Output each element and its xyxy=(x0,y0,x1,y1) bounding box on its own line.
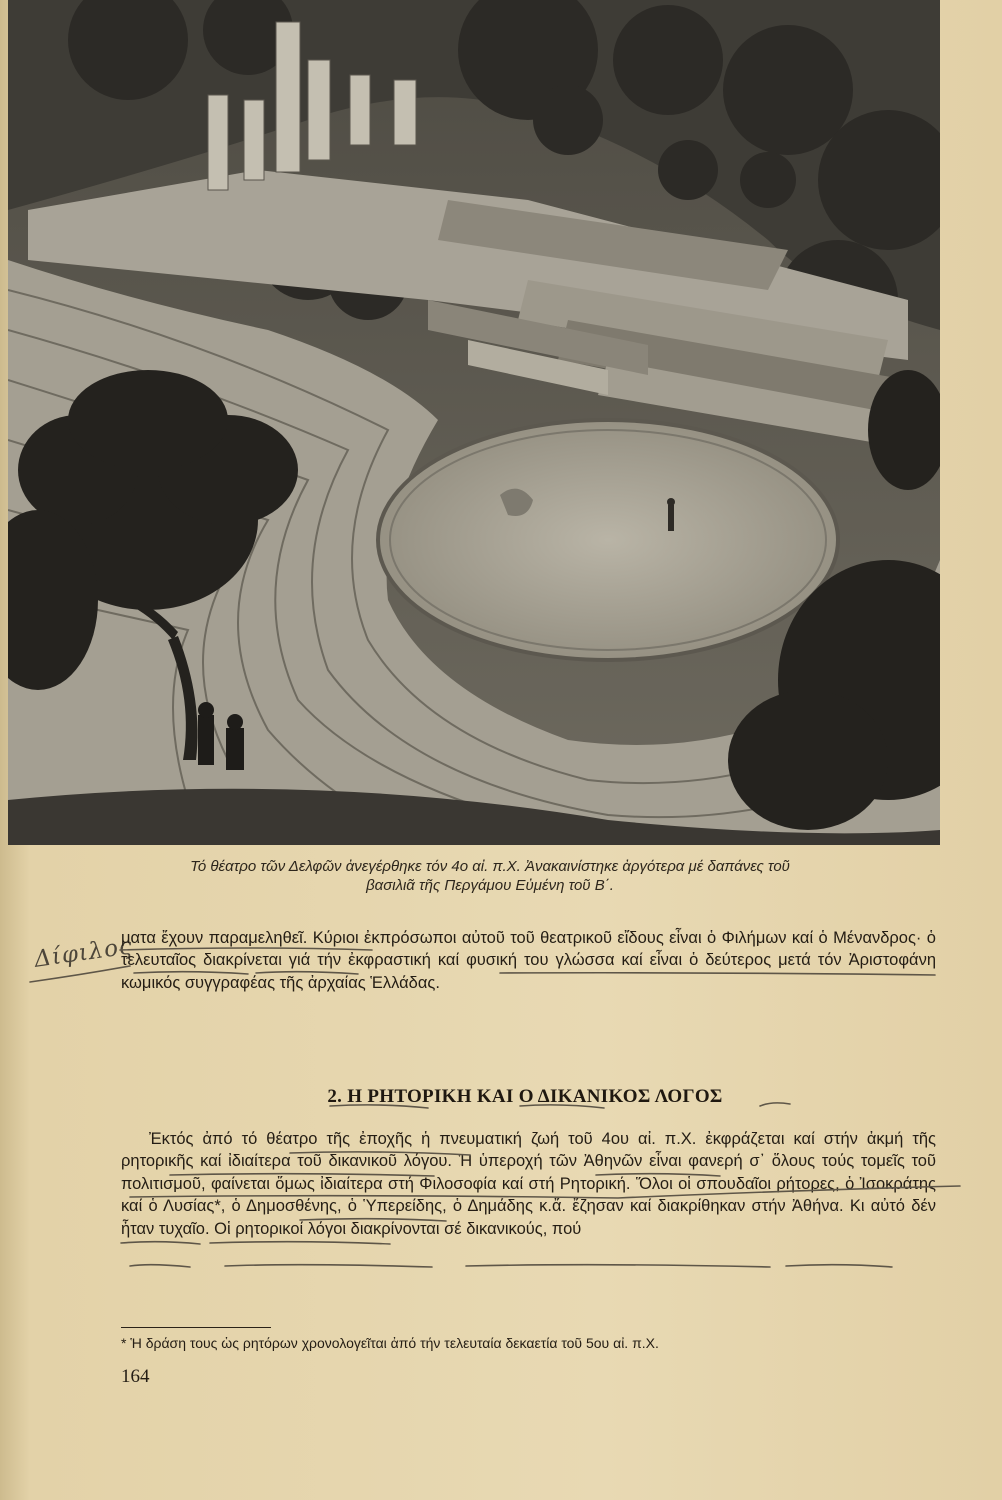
paragraph-2-text: Ἐκτός ἀπό τό θέατρο τῆς ἐποχῆς ἡ πνευματική ζωή τοῦ 4ου αἰ. π.Χ. ἐκφράζεται καί στήν ἀκμή τῆς ρητορικῆς καί ἰδιαίτερα τοῦ δικανικοῦ λόγου. Ἡ ὑπεροχή τῶν Ἀθηνῶν εἶναι φανερή σ᾽ ὅλους τούς τομεῖς τοῦ πολιτισμοῦ, φαίνεται ὅμως ἰδιαίτερα στή Φιλοσοφία καί στή Ρητορική. Ὅλοι οἱ σπουδαῖοι ρήτορες, ὁ Ἰσοκράτης καί ὁ Λυσίας*, ὁ Δημοσθένης, ὁ Ὑπερείδης, ὁ Δημάδης κ.ἄ. ἔζησαν καί διακρίθηκαν στήν Ἀθήνα. Κι αὐτό δέν ἦταν τυχαῖο. Οἱ ρητορικοί λόγοι διακρίνονται σέ δικανικούς, πού xyxy=(121,1130,936,1238)
paragraph-rhetoric xyxy=(121,1128,936,1240)
page-number: 164 xyxy=(121,1366,150,1387)
footnote-divider xyxy=(121,1327,271,1328)
theatre-photo xyxy=(8,0,940,845)
handwritten-margin-note: Δίφιλος xyxy=(32,933,135,973)
caption-line-1: Τό θέατρο τῶν Δελφῶν ἀνεγέρθηκε τόν 4ο αἰ. π.Χ. Ἀνακαινίστηκε ἀργότερα μέ δαπάνες τοῦ xyxy=(190,858,790,875)
caption-line-2: βασιλιᾶ τῆς Περγάμου Εὐμένη τοῦ Β΄. xyxy=(366,877,614,894)
paragraph-1-text: ματα ἔχουν παραμεληθεῖ. Κύριοι ἐκπρόσωποι αὐτοῦ τοῦ θεατρικοῦ εἴδους εἶναι ὁ Φιλήμων καί ὁ Μένανδρος· ὁ τελευταῖος διακρίνεται γιά τήν ἐκφραστική καί φυσική του γλώσσα καί εἶναι ὁ δεύτερος μετά τόν Ἀριστοφάνη κωμικός συγγραφέας τῆς ἀρχαίας Ἑλλάδας. xyxy=(121,929,936,992)
photo-caption xyxy=(110,857,870,895)
section-heading: 2. Η ΡΗΤΟΡΙΚΗ ΚΑΙ Ο ΔΙΚΑΝΙΚΟΣ ΛΟΓΟΣ xyxy=(327,1086,723,1107)
paragraph-comedy-continuation xyxy=(121,927,936,994)
footnote: * Ἡ δράση τους ὡς ρητόρων χρονολογεῖται ἀπό τήν τελευταία δεκαετία τοῦ 5ου αἰ. π.Χ. xyxy=(121,1335,659,1351)
